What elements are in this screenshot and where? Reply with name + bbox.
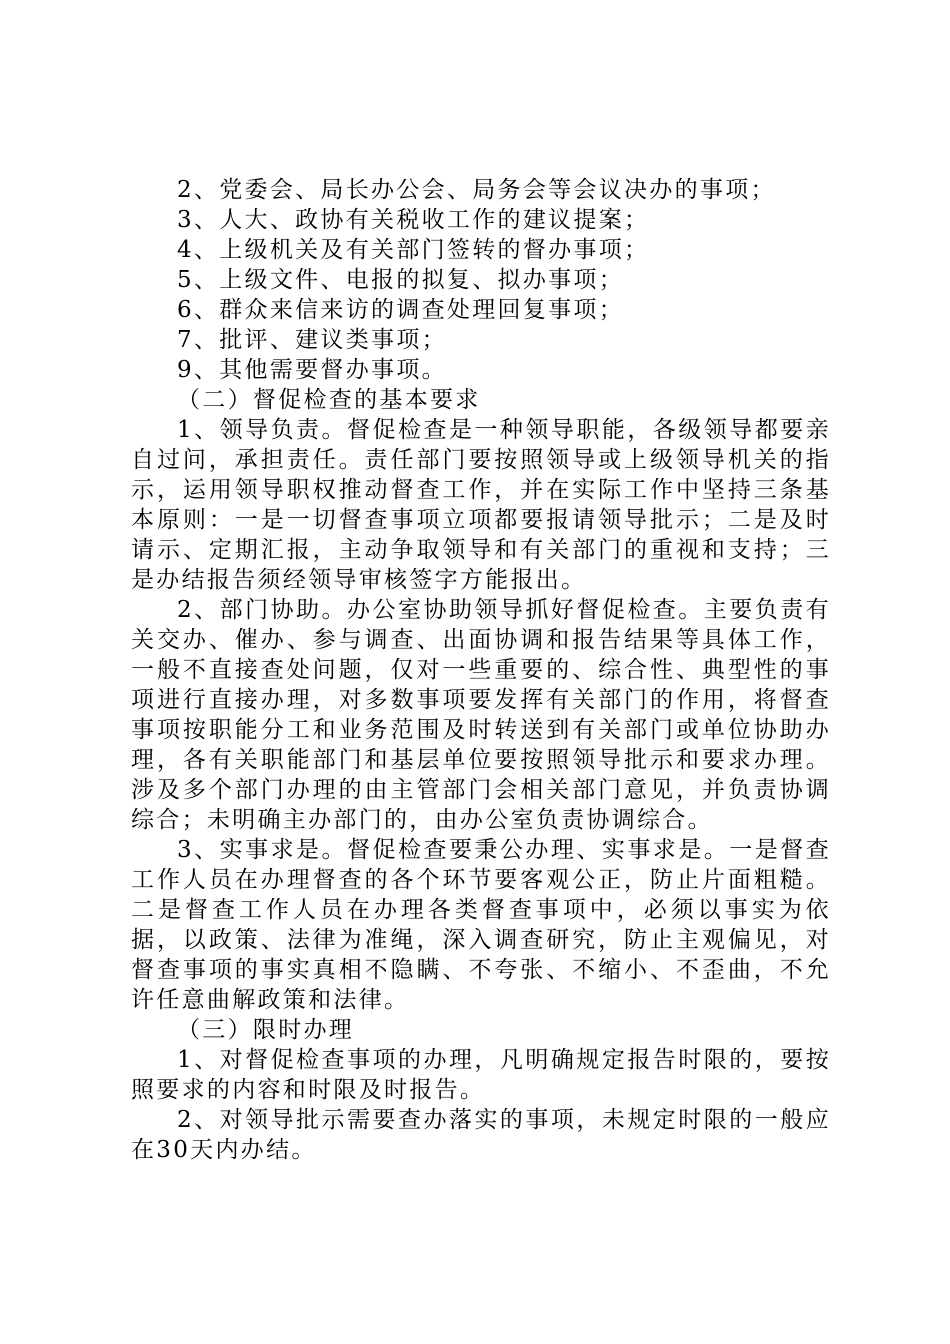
list-item: 3、人大、政协有关税收工作的建议提案； [177, 207, 650, 233]
list-item: 5、上级文件、电报的拟复、拟办事项； [177, 267, 625, 293]
section-heading: （三）限时办理 [177, 1017, 355, 1043]
list-item: 9、其他需要督办事项。 [177, 357, 447, 383]
list-item: 6、群众来信来访的调查处理回复事项； [177, 297, 625, 323]
paragraph: 1、领导负责。督促检查是一种领导职能，各级领导都要亲自过问，承担责任。责任部门要按照领导或上级领导机关的指示，运用领导职权推动督查工作，并在实际工作中坚持三条基本原则：一是一切督查事项立项都要报请领导批示；二是及时请示、定期汇报，主动争取领导和有关部门的重视和支持；三是办结报告须经领导审核签字方能报出。 [131, 417, 831, 593]
paragraph: 1、对督促检查事项的办理，凡明确规定报告时限的，要按照要求的内容和时限及时报告。 [131, 1047, 831, 1103]
list-item: 4、上级机关及有关部门签转的督办事项； [177, 237, 650, 263]
document-body [131, 175, 831, 1165]
section-heading: （二）督促检查的基本要求 [177, 387, 481, 413]
list-item: 7、批评、建议类事项； [177, 327, 447, 353]
paragraph: 3、实事求是。督促检查要秉公办理、实事求是。一是督查工作人员在办理督查的各个环节要客观公正，防止片面粗糙。二是督查工作人员在办理各类督查事项中，必须以事实为依据，以政策、法律为准绳，深入调查研究，防止主观偏见，对督查事项的事实真相不隐瞒、不夸张、不缩小、不歪曲，不允许任意曲解政策和法律。 [131, 837, 831, 1013]
paragraph: 2、部门协助。办公室协助领导抓好督促检查。主要负责有关交办、催办、参与调查、出面协调和报告结果等具体工作，一般不直接查处问题，仅对一些重要的、综合性、典型性的事项进行直接办理，对多数事项要发挥有关部门的作用，将督查事项按职能分工和业务范围及时转送到有关部门或单位协助办理，各有关职能部门和基层单位要按照领导批示和要求办理。涉及多个部门办理的由主管部门会相关部门意见，并负责协调综合；未明确主办部门的，由办公室负责协调综合。 [131, 597, 831, 833]
list-item: 2、党委会、局长办公会、局务会等会议决办的事项； [177, 177, 776, 203]
paragraph: 2、对领导批示需要查办落实的事项，未规定时限的一般应在30天内办结。 [131, 1107, 831, 1163]
